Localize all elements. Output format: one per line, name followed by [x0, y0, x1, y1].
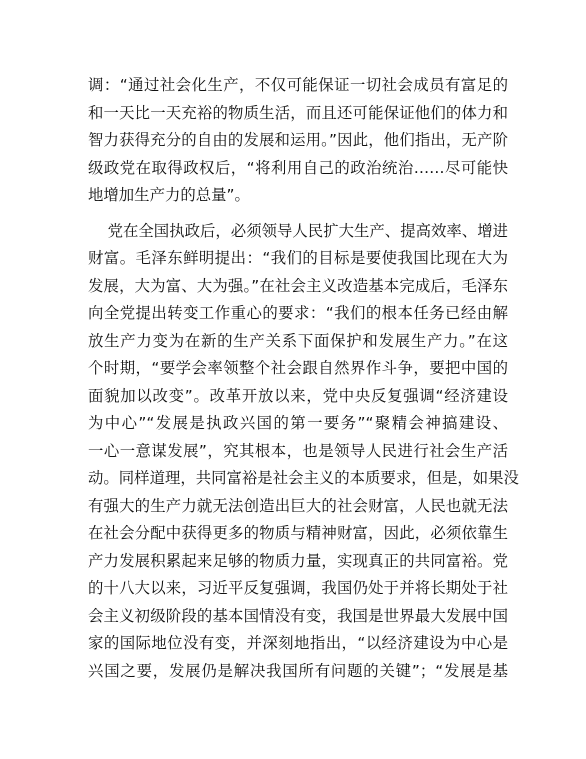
text-line: 的十八大以来，习近平反复强调，我国仍处于并将长期处于社: [88, 579, 508, 597]
text-line: 动。同样道理，共同富裕是社会主义的本质要求，但是，如果没: [88, 469, 519, 487]
text-line: 在社会分配中获得更多的物质与精神财富，因此，必须依靠生: [88, 524, 508, 542]
text-line: 财富。毛泽东鲜明提出：“我们的目标是要使我国比现在大为: [88, 249, 508, 267]
text-line: 一心一意谋发展”，究其根本，也是领导人民进行社会生产活: [88, 441, 508, 460]
text-line: 面貌加以改变”。改革开放以来，党中央反复强调“经济建设: [88, 386, 508, 405]
text-line: 有强大的生产力就无法创造出巨大的社会财富，人民也就无法: [88, 496, 508, 515]
document-page: [88, 72, 519, 685]
text-line: 为中心”“发展是执政兴国的第一要务”“聚精会神搞建设、: [88, 414, 508, 432]
text-line: 兴国之要，发展仍是解决我国所有问题的关键”；“发展是基: [88, 661, 508, 680]
text-line: 智力获得充分的自由的发展和运用。”因此，他们指出，无产阶: [88, 131, 508, 149]
paragraph-1: [88, 72, 508, 210]
text-line: 和一天比一天充裕的物质生活，而且还可能保证他们的体力和: [88, 103, 508, 122]
text-line: 放生产力变为在新的生产关系下面保护和发展生产力。”在这: [88, 331, 508, 350]
text-line: 个时期，“要学会率领整个社会跟自然界作斗争，要把中国的: [88, 359, 508, 377]
text-line: 调：“通过社会化生产，不仅可能保证一切社会成员有富足的: [88, 76, 508, 94]
text-line: 家的国际地位没有变，并深刻地指出，“以经济建设为中心是: [88, 634, 508, 652]
paragraph-2: [88, 218, 519, 686]
text-line: 党在全国执政后，必须领导人民扩大生产、提高效率、增进: [88, 221, 508, 240]
text-line: 向全党提出转变工作重心的要求：“我们的根本任务已经由解: [88, 304, 508, 322]
text-line: 地增加生产力的总量”。: [88, 186, 250, 204]
text-line: 发展，大为富、大为强。”在社会主义改造基本完成后，毛泽东: [88, 276, 508, 295]
text-line: 会主义初级阶段的基本国情没有变，我国是世界最大发展中国: [88, 606, 508, 625]
text-line: 级政党在取得政权后，“将利用自己的政治统治……尽可能快: [88, 158, 508, 177]
text-line: 产力发展积累起来足够的物质力量，实现真正的共同富裕。党: [88, 551, 508, 570]
